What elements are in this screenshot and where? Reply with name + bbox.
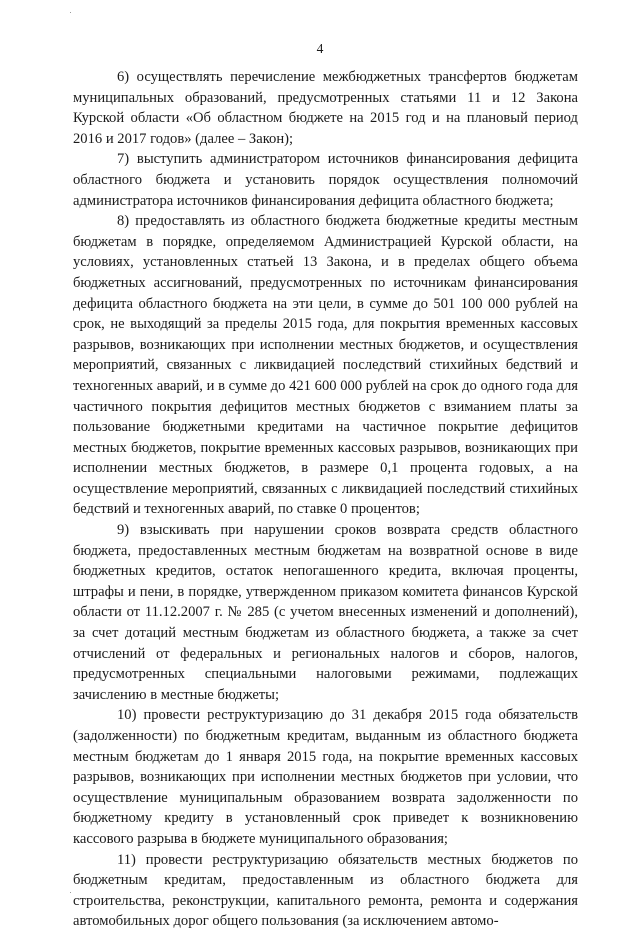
document-body — [73, 67, 578, 932]
scan-speck — [70, 12, 71, 13]
paragraph-item-9: 9) взыскивать при нарушении сроков возврата средств областного бюджета, предоставленных местным бюджетам на возвратной основе в виде бюджетных кредитов, остаток непогашенного кредита, включая проценты, штрафы и пени, в порядке, утвержденном приказом комитета финансов Курской области от 11.12.2007 г. № 285 (с учетом внесенных изменений и дополнений), за счет дотаций местным бюджетам из областного бюджета, а также за счет отчислений от федеральных и региональных налогов и сборов, налогов, предусмотренных специальными налоговыми режимами, подлежащих зачислению в местные бюджеты; — [73, 522, 578, 703]
paragraph-item-7: 7) выступить администратором источников финансирования дефицита областного бюджета и установить порядок осуществления полномочий администратора источников финансирования дефицита областного бюджета; — [73, 151, 578, 209]
paragraph-item-6: 6) осуществлять перечисление межбюджетных трансфертов бюджетам муниципальных образований, предусмотренных статьями 11 и 12 Закона Курской области «Об областном бюджете на 2015 год и на плановый период 2016 и 2017 годов» (далее – Закон); — [73, 69, 578, 147]
paragraph-item-8: 8) предоставлять из областного бюджета бюджетные кредиты местным бюджетам в порядке, определяемом Администрацией Курской области, на условиях, установленных статьей 13 Закона, и в пределах общего объема бюджетных ассигнований, предусмотренных по источникам финансирования дефицита областного бюджета на эти цели, в сумме до 501 100 000 рублей на срок, не выходящий за пределы 2015 года, для покрытия временных кассовых разрывов, возникающих при исполнении местных бюджетов, и осуществления мероприятий, связанных с ликвидацией последствий стихийных бедствий и техногенных аварий, и в сумме до 421 600 000 рублей на срок до одного года для частичного покрытия дефицитов местных бюджетов с взиманием платы за пользование бюджетными кредитами на частичное покрытие дефицитов местных бюджетов, покрытие временных кассовых разрывов, возникающих при исполнении местных бюджетов, в размере 0,1 процента годовых, а на осуществление мероприятий, связанных с ликвидацией последствий стихийных бедствий и техногенных аварий, по ставке 0 процентов; — [73, 213, 578, 518]
scan-speck — [70, 892, 71, 893]
page-number: 4 — [316, 41, 324, 56]
paragraph-item-10: 10) провести реструктуризацию до 31 декабря 2015 года обязательств (задолженности) по бюджетным кредитам, выданным из областного бюджета местным бюджетам до 1 января 2015 года, на покрытие временных кассовых разрывов, возникающих при исполнении местных бюджетов при условии, что осуществление муниципальным образованием возврата задолженности по бюджетному кредиту в установленный срок приведет к возникновению кассового разрыва в бюджете муниципального образования; — [73, 707, 578, 847]
paragraph-item-11: 11) провести реструктуризацию обязательств местных бюджетов по бюджетным кредитам, предоставленным из областного бюджета для строительства, реконструкции, капитального ремонта, ремонта и содержания автомобильных дорог общего пользования (за исключением автомо- — [73, 851, 578, 930]
